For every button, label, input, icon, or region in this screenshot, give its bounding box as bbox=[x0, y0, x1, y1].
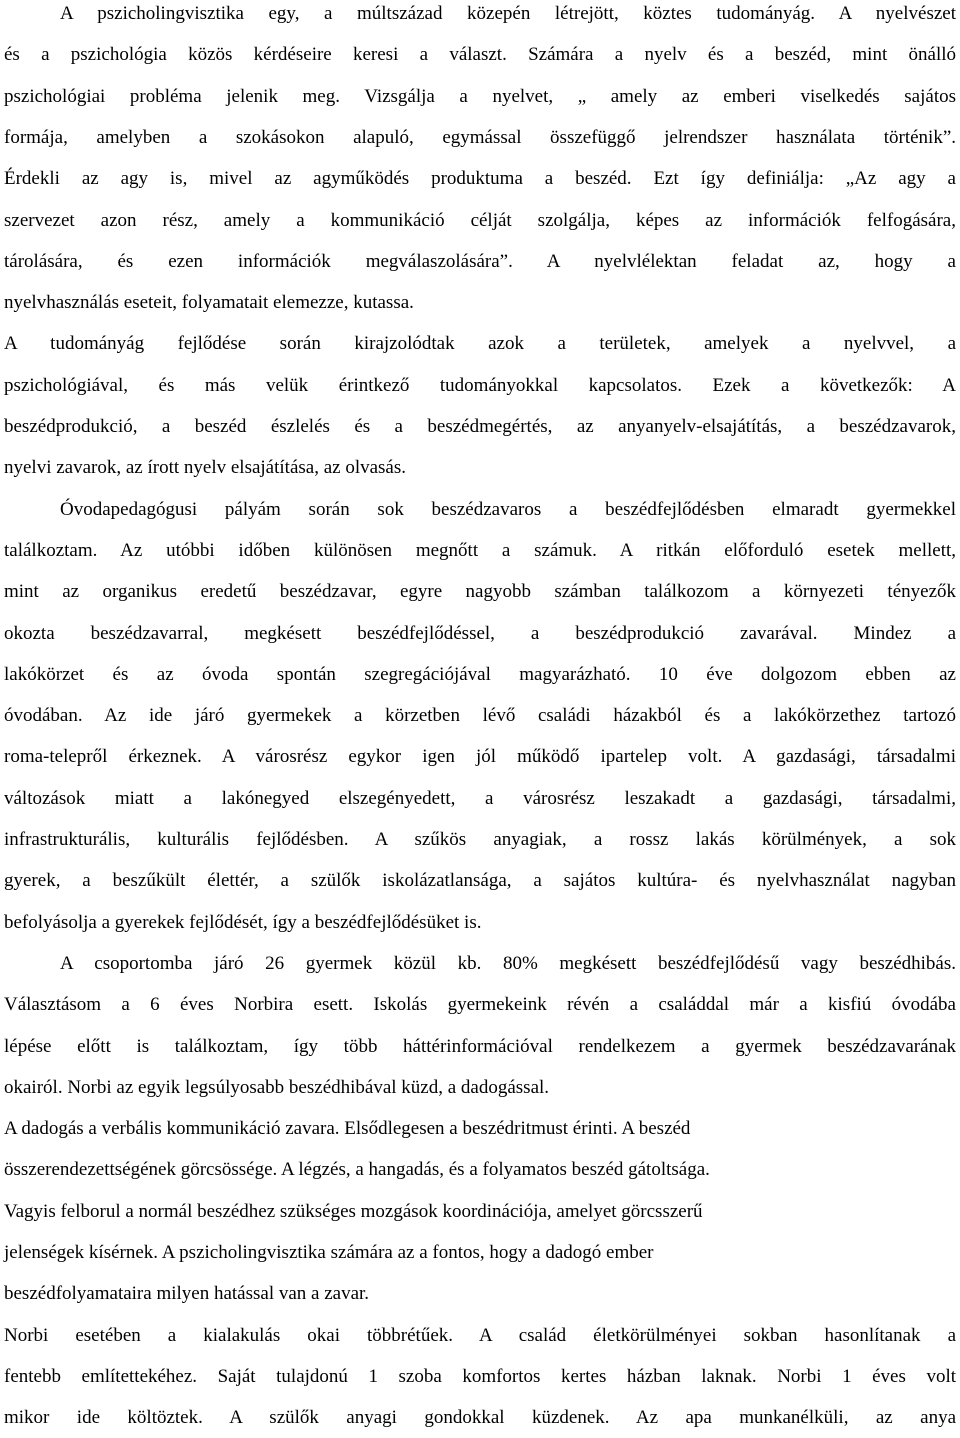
text-line: találkoztam. Az utóbbi időben különösen megnőtt a számuk. A ritkán előforduló esetek mellett, bbox=[4, 539, 956, 561]
text-line: Vagyis felborul a normál beszédhez szükséges mozgások koordinációja, amelyet görcsszerű bbox=[4, 1200, 703, 1222]
text-line: szervezet azon rész, amely a kommunikáció célját szolgálja, képes az információk felfogására, bbox=[4, 209, 956, 231]
text-line: Norbi esetében a kialakulás okai többrétűek. A család életkörülményei sokban hasonlítanak a bbox=[4, 1324, 956, 1346]
text-line: befolyásolja a gyerekek fejlődését, így a beszédfejlődésüket is. bbox=[4, 911, 482, 933]
text-line: lakókörzet és az óvoda spontán szegregációjával magyarázható. 10 éve dolgozom ebben az bbox=[4, 663, 956, 685]
text-line: Választásom a 6 éves Norbira esett. Iskolás gyermekeink révén a családdal már a kisfiú óvodába bbox=[4, 994, 956, 1016]
text-line: okairól. Norbi az egyik legsúlyosabb beszédhibával küzd, a dadogással. bbox=[4, 1076, 550, 1098]
text-line: A dadogás a verbális kommunikáció zavara. Elsődlegesen a beszédritmust érinti. A beszéd bbox=[4, 1118, 691, 1140]
text-line: nyelvi zavarok, az írott nyelv elsajátítása, az olvasás. bbox=[4, 457, 407, 479]
text-line: Érdekli az agy is, mivel az agyműködés produktuma a beszéd. Ezt így definiálja: „Az agy a bbox=[4, 168, 956, 190]
text-line: nyelvhasználás eseteit, folyamatait elemezze, kutassa. bbox=[4, 292, 414, 314]
text-line: okozta beszédzavarral, megkésett beszédfejlődéssel, a beszédprodukció zavarával. Mindez a bbox=[4, 622, 956, 644]
text-line: beszédprodukció, a beszéd észlelés és a beszédmegértés, az anyanyelv-elsajátítás, a beszédzavarok, bbox=[4, 416, 956, 437]
text-line: összerendezettségének görcsössége. A légzés, a hangadás, és a folyamatos beszéd gátoltsága. bbox=[4, 1159, 710, 1181]
text-line: beszédfolyamataira milyen hatással van a zavar. bbox=[4, 1283, 370, 1305]
text-line: gyerek, a beszűkült élettér, a szülők iskolázatlansága, a sajátos kultúra- és nyelvhasználat nagyban bbox=[4, 870, 956, 892]
text-line: lépése előtt is találkoztam, így több háttérinformációval rendelkezem a gyermek beszédzavarának bbox=[4, 1035, 956, 1057]
text-line: A tudományág fejlődése során kirajzolódtak azok a területek, amelyek a nyelvvel, a bbox=[4, 333, 956, 355]
text-line: pszichológiával, és más velük érintkező tudományokkal kapcsolatos. Ezek a következők: A bbox=[4, 374, 956, 396]
text-line: óvodában. Az ide járó gyermekek a körzetben lévő családi házakból és a lakókörzethez tartozó bbox=[4, 705, 956, 727]
text-line: és a pszichológia közös kérdéseire keresi a választ. Számára a nyelv és a beszéd, mint önálló bbox=[4, 44, 956, 66]
text-line: infrastrukturális, kulturális fejlődésben. A szűkös anyagiak, a rossz lakás körülmények, a sok bbox=[4, 829, 956, 850]
text-line: A pszicholingvisztika egy, a múltszázad közepén létrejött, köztes tudományág. A nyelvészet bbox=[60, 3, 956, 24]
text-line: mint az organikus eredetű beszédzavar, egyre nagyobb számban találkozom a környezeti tényezők bbox=[4, 581, 956, 603]
text-line: tárolására, és ezen információk megválaszolására”. A nyelvlélektan feladat az, hogy a bbox=[4, 250, 956, 272]
text-line: pszichológiai probléma jelenik meg. Vizsgálja a nyelvet, „ amely az emberi viselkedés sajátos bbox=[4, 85, 956, 107]
text-line: A csoportomba járó 26 gyermek közül kb. 80% megkésett beszédfejlődésű vagy beszédhibás. bbox=[60, 952, 956, 974]
text-line: változások miatt a lakónegyed elszegényedett, a városrész leszakadt a gazdasági, társadalmi, bbox=[4, 787, 956, 809]
text-line: fentebb említettekéhez. Saját tulajdonú 1 szoba komfortos kertes házban laknak. Norbi 1 éves volt bbox=[4, 1365, 956, 1387]
text-line: jelenségek kísérnek. A pszicholingvisztika számára az a fontos, hogy a dadogó ember bbox=[4, 1242, 654, 1263]
text-line: roma-telepről érkeznek. A városrész egykor igen jól működő ipartelep volt. A gazdasági, társadalmi bbox=[4, 746, 956, 768]
text-line: mikor ide költöztek. A szülők anyagi gondokkal küzdenek. Az apa munkanélküli, az anya bbox=[4, 1407, 956, 1429]
text-line: formája, amelyben a szokásokon alapuló, egymással összefüggő jelrendszer használata történik”. bbox=[4, 126, 956, 148]
text-line: Óvodapedagógusi pályám során sok beszédzavaros a beszédfejlődésben elmaradt gyermekkel bbox=[60, 498, 956, 520]
